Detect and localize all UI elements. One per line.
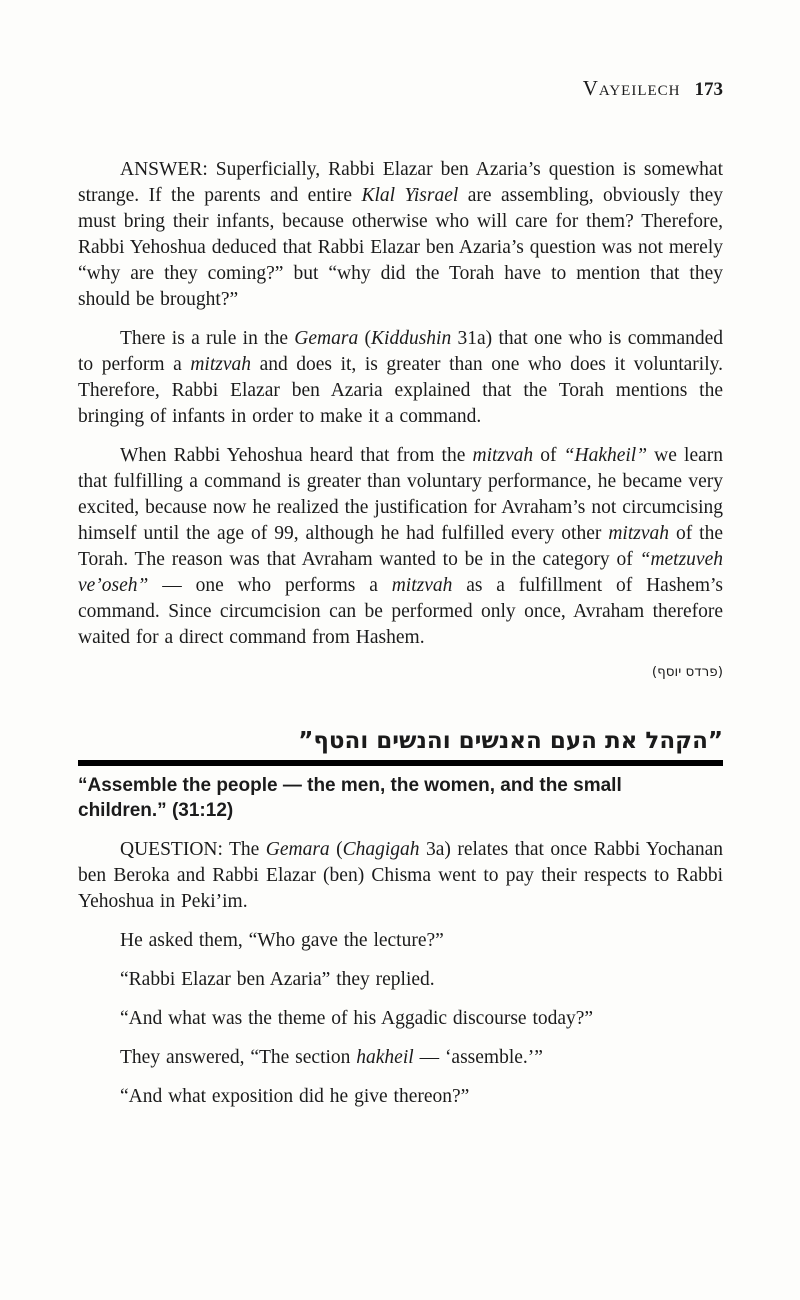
dialogue-line: He asked them, “Who gave the lecture?” xyxy=(120,930,444,951)
body-paragraph: ANSWER: Superficially, Rabbi Elazar ben Azaria’s question is somewhat strange. If the parents and entire Klal Yisrael are assembling, obviously they must bring their infants, because otherwise who will care for them? Therefore, Rabbi Yehoshua deduced that Rabbi Elazar ben Azaria’s question was not merely “why are they coming?” but “why did the Torah have to mention that they should be brought?” xyxy=(78,159,723,310)
dialogue-line: “And what was the theme of his Aggadic discourse today?” xyxy=(120,1008,594,1029)
hebrew-verse-heading: ”הקהל את העם האנשים והנשים והטף” xyxy=(78,727,723,766)
hakheil-section xyxy=(78,727,723,1110)
question-block xyxy=(78,837,723,1110)
question-paragraph: QUESTION: The Gemara (Chagigah 3a) relates that once Rabbi Yochanan ben Beroka and Rabbi Elazar (ben) Chisma went to pay their respects to Rabbi Yehoshua in Peki’im. xyxy=(78,839,723,912)
body-paragraph: When Rabbi Yehoshua heard that from the mitzvah of “Hakheil” we learn that fulfilling a command is greater than voluntary performance, he became very excited, because now he realized the justification for Avraham’s not circumcising himself until the age of 99, although he had fulfilled every other mitzvah of the Torah. The reason was that Avraham wanted to be in the category of “metzuveh ve’oseh” — one who performs a mitzvah as a fulfillment of Hashem’s command. Since circumcision can be performed only once, Avraham therefore waited for a direct command from Hashem. xyxy=(78,445,723,648)
running-header xyxy=(78,78,723,101)
source-citation: (פרדס יוסף) xyxy=(651,664,723,680)
page-number: 173 xyxy=(694,79,723,100)
answer-section xyxy=(78,157,723,681)
parsha-title: Vayeilech xyxy=(582,76,681,100)
body-paragraph: There is a rule in the Gemara (Kiddushin 31a) that one who is commanded to perform a mitzvah and does it, is greater than one who does it voluntarily. Therefore, Rabbi Elazar ben Azaria explained that the Torah mentions the bringing of infants in order to make it a command. xyxy=(78,328,724,427)
verse-translation-heading: “Assemble the people — the men, the women, and the small children.” (31:12) xyxy=(78,775,622,821)
dialogue-line: They answered, “The section hakheil — ‘assemble.’” xyxy=(120,1047,543,1068)
dialogue-line: “Rabbi Elazar ben Azaria” they replied. xyxy=(120,969,435,990)
dialogue-line: “And what exposition did he give thereon?” xyxy=(120,1086,470,1107)
